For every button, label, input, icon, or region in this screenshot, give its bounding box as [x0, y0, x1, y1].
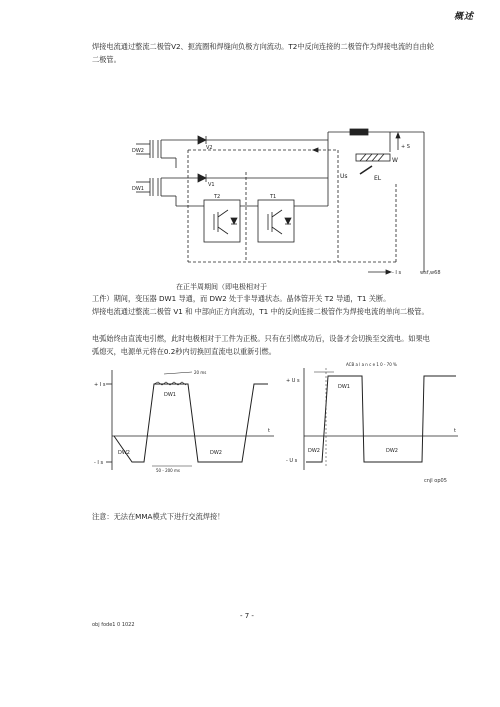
label-t1: T1 [270, 194, 277, 200]
wave-left-ms-top: 20 ms [194, 370, 207, 375]
transistor-t2 [204, 200, 240, 242]
wave-right-top-note: ACB a l a n c e 1 0 - 70 % [346, 362, 397, 367]
intro-line-1: 焊接电流通过整流二极管V2、扼流圈和焊缝向负极方向流动。T2中反向连接的二极管作为焊接电流的自由轮 [92, 42, 434, 51]
waveform-voltage [286, 358, 462, 476]
label-plus-s: + S [401, 144, 410, 150]
circuit-diagram [128, 122, 448, 282]
body-line-2: 焊接电流通过整流二极管 V1 和 中部向正方向流动，T1 中的反向连接二极管作为焊接电流的单向二极管。 [92, 307, 429, 316]
label-dw2: DW2 [132, 148, 144, 154]
label-el: EL [374, 175, 382, 182]
label-t2: T2 [214, 194, 221, 200]
label-us: Us [340, 173, 348, 180]
body-block-2 [92, 332, 462, 358]
wave-left-y-bottom: - I s [94, 460, 104, 466]
intro-line-2: 二极管。 [92, 55, 121, 64]
current-loop [188, 150, 396, 262]
wave-left-t: t [268, 428, 270, 434]
wave-left-y-top: + I s [94, 382, 106, 388]
wave-right-dw2b: DW2 [386, 448, 398, 454]
waveform-code: cnjl op05 [424, 478, 447, 484]
wave-right-dw2a: DW2 [308, 448, 320, 454]
wave-left-dw1: DW1 [164, 392, 176, 398]
label-v2: V2 [206, 145, 213, 151]
label-v1: V1 [208, 182, 215, 188]
label-w: W [392, 157, 398, 164]
page-number: - 7 - [240, 612, 254, 620]
wave-left-dw2b: DW2 [210, 450, 222, 456]
wave-right-dw1: DW1 [338, 384, 350, 390]
wave-left-dw2a: DW2 [118, 450, 130, 456]
body-block-1 [92, 292, 462, 318]
label-minus-is: - I s [392, 270, 402, 276]
wave-right-t: t [454, 428, 456, 434]
intro-paragraph [92, 40, 462, 66]
wave-right-y-top: + U s [286, 378, 300, 384]
wave-left-ms-bottom: 50 - 200 ms [156, 468, 180, 473]
diode-v2 [198, 136, 206, 144]
body-line-3: 电弧始终由直流电引燃，此时电极相对于工件为正极。只有在引燃成功后，设备才会切换至交流电。如果电 [92, 334, 430, 343]
transistor-t1 [258, 200, 294, 242]
wave-right-y-bottom: - U s [286, 458, 298, 464]
circuit-caption: 在正半周期间（即电极相对于 [176, 283, 267, 291]
circuit-code: wsf,w68 [420, 270, 441, 276]
label-dw1: DW1 [132, 186, 144, 192]
note-text: 注意：无法在MMA模式下进行交流焊接！ [92, 512, 225, 521]
footer-doc-code: obj fode1 0 1022 [92, 622, 135, 628]
waveform-current [92, 366, 278, 476]
body-line-1: 工件）期间，变压器 DW1 导通，而 DW2 处于非导通状态。晶体管开关 T2 导通，T1 关断。 [92, 294, 391, 303]
body-line-4: 弧熄灭，电源单元将在0.2秒内切换回直流电以重新引燃。 [92, 347, 276, 356]
page-header-title: 概述 [453, 12, 474, 22]
diode-v1 [198, 174, 206, 182]
electrode [360, 166, 372, 174]
